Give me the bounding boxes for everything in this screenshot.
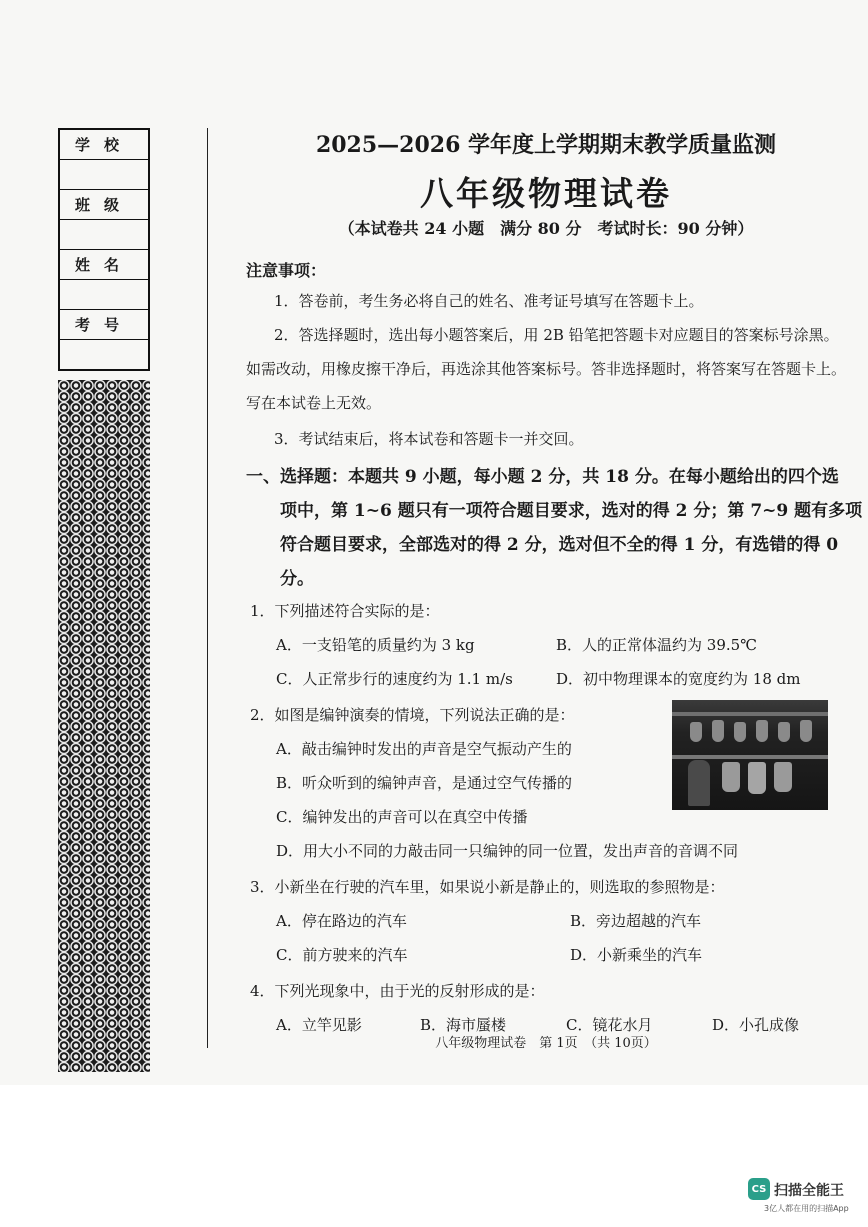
section-1-line-1: 一、选择题：本题共 9 小题，每小题 2 分，共 18 分。在每小题给出的四个选 xyxy=(246,467,839,487)
question-1-option-a: A．一支铅笔的质量约为 3 kg xyxy=(276,636,475,654)
section-1-line-3: 符合题目要求，全部选对的得 2 分，选对但不全的得 1 分，有选错的得 0 xyxy=(280,535,839,555)
note-item-2-line-1: 2．答选择题时，选出每小题答案后，用 2B 铅笔把答题卡对应题目的答案标号涂黑。 xyxy=(274,326,839,344)
exam-number-label: 考号 xyxy=(59,310,149,340)
question-3-option-a: A．停在路边的汽车 xyxy=(276,912,407,930)
name-label: 姓名 xyxy=(59,250,149,280)
question-1-option-b: B．人的正常体温约为 39.5℃ xyxy=(556,636,757,654)
scanner-tagline: 3亿人都在用的扫描App xyxy=(764,1204,849,1213)
binding-pattern xyxy=(58,380,150,1072)
question-2-option-c: C．编钟发出的声音可以在真空中传播 xyxy=(276,808,528,826)
question-4-option-d: D．小孔成像 xyxy=(712,1016,800,1034)
question-2-stem: 2．如图是编钟演奏的情境，下列说法正确的是： xyxy=(250,706,575,724)
question-3-option-d: D．小新乘坐的汽车 xyxy=(570,946,703,964)
exam-info: （本试卷共 24 小题 满分 80 分 考试时长：90 分钟） xyxy=(338,219,754,238)
question-4-stem: 4．下列光现象中，由于光的反射形成的是： xyxy=(250,982,545,1000)
question-1-stem: 1．下列描述符合实际的是： xyxy=(250,602,440,620)
bianzhong-photo xyxy=(672,700,828,810)
question-2-option-a: A．敲击编钟时发出的声音是空气振动产生的 xyxy=(276,740,572,758)
question-2-option-b: B．听众听到的编钟声音，是通过空气传播的 xyxy=(276,774,573,792)
note-item-1: 1．答卷前，考生务必将自己的姓名、准考证号填写在答题卡上。 xyxy=(274,292,704,310)
question-1-option-c: C．人正常步行的速度约为 1.1 m/s xyxy=(276,670,513,688)
class-label: 班级 xyxy=(59,190,149,220)
note-item-2-line-2: 如需改动，用橡皮擦干净后，再选涂其他答案标号。答非选择题时，将答案写在答题卡上。 xyxy=(246,360,847,378)
question-4-option-a: A．立竿见影 xyxy=(276,1016,362,1034)
notes-heading: 注意事项： xyxy=(246,261,327,280)
exam-number-blank xyxy=(59,340,149,371)
school-blank xyxy=(59,160,149,190)
question-4-option-b: B．海市蜃楼 xyxy=(420,1016,507,1034)
scanner-logo: CS xyxy=(748,1178,770,1200)
scanner-name: 扫描全能王 xyxy=(774,1183,844,1199)
section-1-line-4: 分。 xyxy=(280,569,314,589)
question-3-option-c: C．前方驶来的汽车 xyxy=(276,946,408,964)
name-blank xyxy=(59,280,149,310)
question-3-stem: 3．小新坐在行驶的汽车里，如果说小新是静止的，则选取的参照物是： xyxy=(250,878,725,896)
binding-line xyxy=(207,128,208,1048)
question-4-option-c: C．镜花水月 xyxy=(566,1016,653,1034)
student-info-table xyxy=(58,128,150,371)
note-item-3: 3．考试结束后，将本试卷和答题卡一并交回。 xyxy=(274,430,584,448)
section-1-line-2: 项中，第 1~6 题只有一项符合题目要求，选对的得 2 分；第 7~9 题有多项 xyxy=(280,501,863,521)
school-label: 学校 xyxy=(59,129,149,160)
exam-subject: 八年级物理试卷 xyxy=(420,174,672,213)
question-2-option-d: D．用大小不同的力敲击同一只编钟的同一位置，发出声音的音调不同 xyxy=(276,842,739,860)
question-3-option-b: B．旁边超越的汽车 xyxy=(570,912,702,930)
question-1-option-d: D．初中物理课本的宽度约为 18 dm xyxy=(556,670,801,688)
page-bottom-margin xyxy=(0,1085,868,1227)
page-footer: 八年级物理试卷 第 1页 （共 10页） xyxy=(435,1036,657,1051)
exam-title: 2025—2026 学年度上学期期末教学质量监测 xyxy=(315,132,777,158)
note-item-2-line-3: 写在本试卷上无效。 xyxy=(246,394,382,412)
class-blank xyxy=(59,220,149,250)
